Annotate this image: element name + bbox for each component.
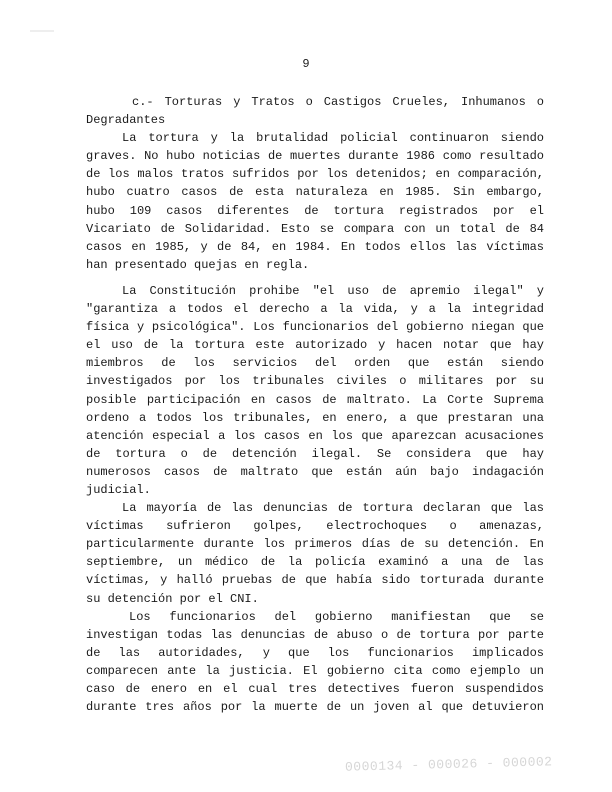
page-number: 9 [302,57,310,71]
paragraph-line: graves. No hubo noticias de muertes durante 1986 como resultado [86,149,544,164]
paragraph-line: atención especial a los casos en los que aparezcan acusaciones [86,428,544,443]
paragraph-line: ordeno a todos los tribunales, en enero, a que prestaran una [86,410,544,425]
paragraph-line: casos en 1985, y de 84, en 1984. En todos ellos las víctimas [86,239,544,254]
paragraph-line: investigan todas las denuncias de abuso o de tortura por parte [86,627,544,642]
paragraph-line: hubo 109 casos diferentes de tortura registrados por el [86,203,544,218]
paragraph-line: Los funcionarios del gobierno manifiestan que se [129,609,544,624]
paragraph-line: durante tres años por la muerte de un joven al que detuvieron [86,700,544,715]
paragraph-line: han presentado quejas en regla. [86,257,310,272]
paragraph-line: de tortura o de detención ilegal. Se considera que hay [86,446,544,461]
paragraph-line: La mayoría de las denuncias de tortura declaran que las [122,501,544,516]
section-heading: c.- Torturas y Tratos o Castigos Crueles, Inhumanos o [132,95,544,109]
paragraph-line: miembros de los servicios del orden que están siendo [86,356,544,371]
paragraph-line: investigados por los tribunales civiles o militares por su [86,374,544,389]
paragraph-line: La Constitución prohibe "el uso de apremio ilegal" y [122,283,544,298]
archive-stamp: 0000134 - 000026 - 000002 [344,754,553,775]
paragraph-line: víctimas sufrieron golpes, electrochoques o amenazas, [86,519,544,534]
paragraph-line: numerosos casos de maltrato que están aún bajo indagación [86,464,544,479]
paragraph-line: víctimas, y halló pruebas de que había sido torturada durante [86,573,544,588]
scan-artifact [30,30,54,32]
paragraph-line: física y psicológica". Los funcionarios del gobierno niegan que [86,320,544,335]
paragraph-line: de las autoridades, y que los funcionarios implicados [86,645,544,660]
paragraph-line: su detención por el CNI. [86,591,259,606]
paragraph-line: particularmente durante los primeros días de su detención. En [86,537,544,552]
paragraph-line: La tortura y la brutalidad policial continuaron siendo [122,131,544,146]
section-heading-continuation: Degradantes [86,113,166,128]
paragraph-line: Vicariato de Solidaridad. Esto se compara con un total de 84 [86,221,544,236]
paragraph-line: "garantiza a todos el derecho a la vida, y a la integridad [86,302,544,317]
paragraph-line: el uso de la tortura este autorizado y hacen notar que hay [86,338,544,353]
paragraph-line: comparecen ante la justicia. El gobierno cita como ejemplo un [86,663,544,678]
document-body [86,93,544,716]
paragraph-line: caso de enero en el cual tres detectives fueron suspendidos [86,682,544,696]
paragraph-line: posible participación en casos de maltrato. La Corte Suprema [86,392,544,407]
paragraph-line: judicial. [86,482,151,497]
paragraph-line: de los malos tratos sufridos por los detenidos; en comparación, [86,167,544,182]
paragraph-line: septiembre, un médico de la policía examinó a una de las [86,555,544,570]
paragraph-line: hubo cuatro casos de esta naturaleza en 1985. Sin embargo, [86,185,544,200]
